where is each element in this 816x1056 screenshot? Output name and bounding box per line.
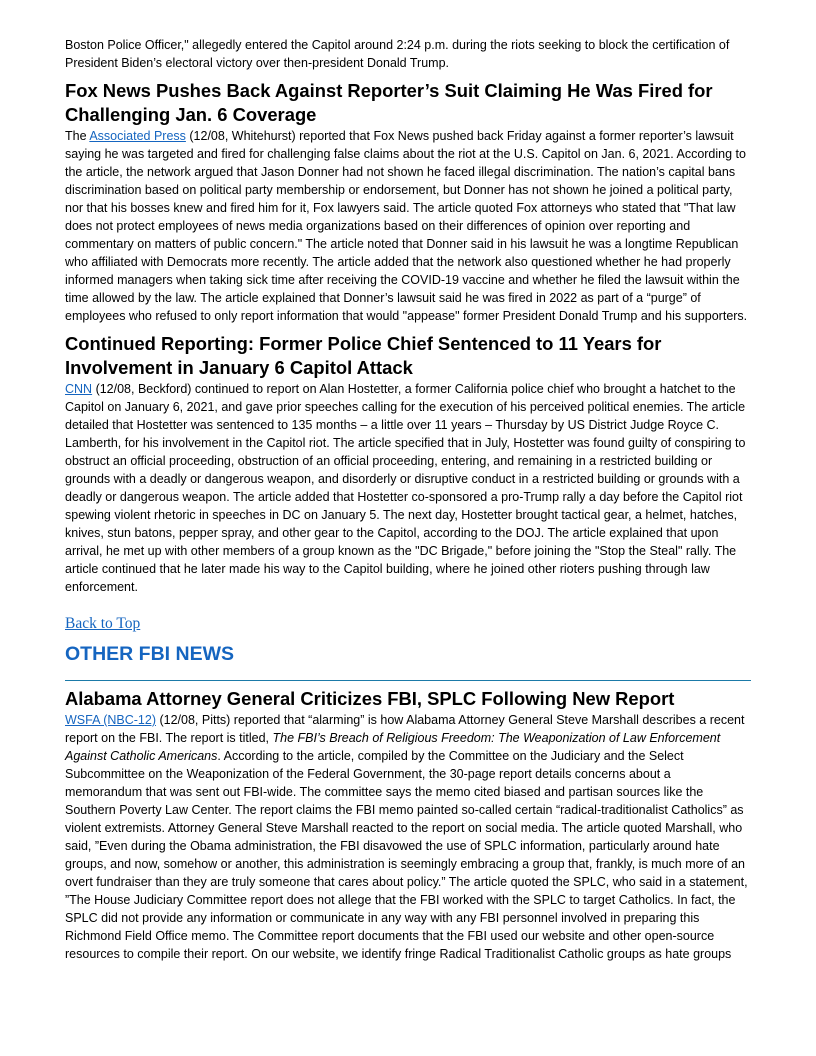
section-divider <box>65 680 751 681</box>
story-body-text: (12/08, Pitts) reported that “alarming” is how Alabama Attorney General Steve Marshall describes a recent report on the FBI. The report is titled, <box>65 713 745 745</box>
story-body-text: (12/08, Whitehurst) reported that Fox News pushed back Friday against a former reporter’s lawsuit saying he was targeted and fired for challenging false claims about the riot at the U.S. Capitol on Jan. 6, 2021. According to the article, the network argued that Jason Donner had not shown he faced illegal discrimination. The nation’s capital bans discrimination based on political party membership or endorsement, but Donner has not shown he joined a political party, nor that his bosses knew and fired him for it, Fox lawyers said. The article quoted Fox attorneys who stated that "That law does not protect employees of news media organizations based on their differences of opinion over reporting and commentary on matters of public concern." The article noted that Donner said in his lawsuit he was a longtime Republican who affiliated with Democrats more recently. The article added that the network also questioned whether he had properly informed managers when taking sick time after receiving the COVID-19 vaccine and whether he filed the lawsuit within the time allowed by the law. The article explained that Donner’s lawsuit said he was fired in 2022 as part of a “purge” of employees who refused to only report information that would "appease" former President Donald Trump and his supporters. <box>65 129 748 323</box>
report-title: The FBI’s Breach of Religious Freedom: The Weaponization of Law Enforcement Against Catholic Americans <box>65 731 721 763</box>
story-title-fox-news: Fox News Pushes Back Against Reporter’s Suit Claiming He Was Fired for Challenging Jan. 6 Coverage <box>65 80 713 125</box>
document-page <box>65 36 751 963</box>
back-to-top-link[interactable]: Back to Top <box>65 615 141 632</box>
story-body-fox-news <box>65 127 751 325</box>
source-link-cnn[interactable]: CNN <box>65 382 93 396</box>
story-body-text: . According to the article, compiled by the Committee on the Judiciary and the Select Subcommittee on the Weaponization of the Federal Government, the 30-page report details concerns about a memorandum that was sent out FBI-wide. The committee says the memo cited biased and partisan sources like the Southern Poverty Law Center. The report claims the FBI memo painted so-called certain “radical-traditionalist Catholics” as violent extremists. Attorney General Steve Marshall reacted to the report on social media. The article quoted Marshall, who said, ”Even during the Obama administration, the FBI disavowed the use of SPLC information, particularly around hate groups, and now, somehow or another, this administration is seemingly embracing a group that, frankly, is much more of an overt fundraiser than they are truly someone that cares about policy.” The article quoted the SPLC, who said in a statement, ”The House Judiciary Committee report does not allege that the FBI worked with the SPLC to target Catholics. In fact, the SPLC did not provide any information or communicate in any way with any FBI personnel involved in preparing this Richmond Field Office memo. The Committee report documents that the FBI used our website and other open-source resources to compile their report. On our website, we identify fringe Radical Traditionalist Catholic groups as hate groups <box>65 749 748 961</box>
story-title-alabama-ag: Alabama Attorney General Criticizes FBI, SPLC Following New Report <box>65 688 675 709</box>
intro-paragraph: Boston Police Officer," allegedly entered the Capitol around 2:24 p.m. during the riots seeking to block the certification of President Biden’s electoral victory over then-president Donald Trump. <box>65 38 730 70</box>
story-body-text: (12/08, Beckford) continued to report on Alan Hostetter, a former California police chief who brought a hatchet to the Capitol on January 6, 2021, and gave prior speeches calling for the execution of his perceived political enemies. The article detailed that Hostetter was sentenced to 135 months – a little over 11 years – Thursday by US District Judge Royce C. Lamberth, for his involvement in the Capitol riot. The article specified that in July, Hostetter was found guilty of conspiring to obstruct an official proceeding, obstruction of an official proceeding, entering, and remaining in a restricted building or grounds with a deadly or dangerous weapon, and disorderly or disruptive conduct in a restricted building or grounds with a deadly or dangerous weapon. The article added that Hostetter co-sponsored a pro-Trump rally a day before the Capitol riot spewing violent rhetoric in speeches in DC on January 5. The next day, Hostetter brought tactical gear, a helmet, hatches, knives, stun batons, pepper spray, and other gear to the Capitol, according to the DOJ. The article explained that upon arrival, he met up with other members of a group known as the "DC Brigade," before joining the "Stop the Steal" rally. The article continued that he later made his way to the Capitol building, where he joined other rioters pushing through law enforcement. <box>65 382 746 594</box>
story-title-police-chief: Continued Reporting: Former Police Chief Sentenced to 11 Years for Involvement in January 6 Capitol Attack <box>65 333 662 378</box>
story-body-alabama-ag <box>65 711 751 963</box>
back-to-top-row <box>65 613 751 635</box>
story-body-police-chief <box>65 380 751 596</box>
section-heading-other-fbi-news: OTHER FBI NEWS <box>65 643 234 665</box>
source-link-associated-press[interactable]: Associated Press <box>89 129 186 143</box>
source-link-wsfa[interactable]: WSFA (NBC-12) <box>65 713 156 727</box>
story-lead-text: The <box>65 129 90 143</box>
